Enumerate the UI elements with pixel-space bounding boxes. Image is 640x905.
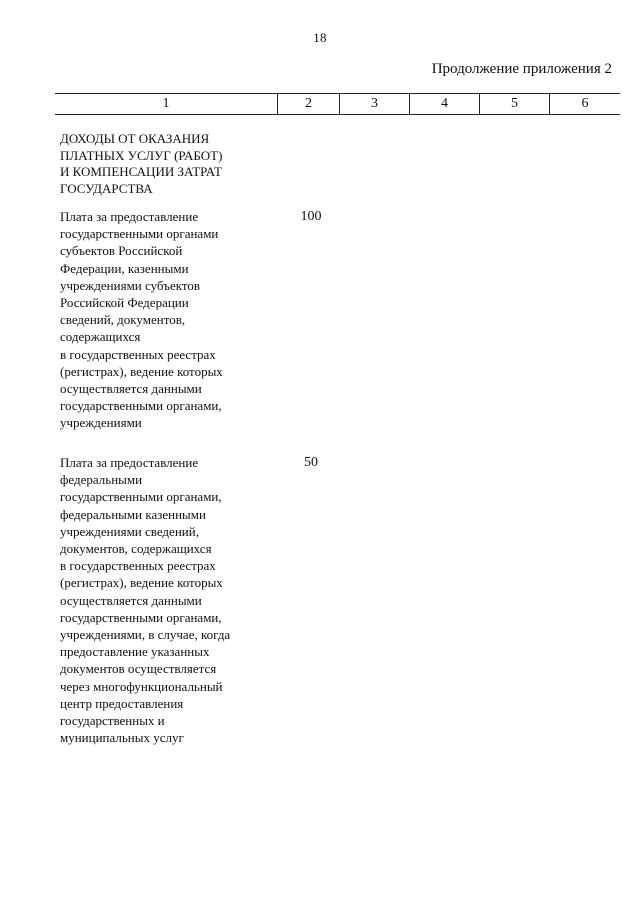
row-description: Плата за предоставление федеральными государственными органами, федеральными казенными учреждениями сведений, документов, содержащихся в государственных реестрах (регистрах), ведение которых осуществляется данными государственными органами, учреждениями, в случае, когда предоставление указанных документов осуществляется через многофункциональный центр предоставления государственных и муниципальных услуг — [60, 455, 231, 746]
table-header-col-4: 4 — [409, 94, 479, 114]
row-description: Плата за предоставление государственными органами субъектов Российской Федерации, казенными учреждениями субъектов Российской Федерации сведений, документов, содержащихся в государственных реестрах (регистрах), ведение которых осуществляется данными государственными органами, учреждениями — [60, 209, 223, 431]
table-header-col-6: 6 — [549, 94, 620, 114]
table-header-col-3: 3 — [339, 94, 409, 114]
page-number: 18 — [313, 30, 327, 45]
table-header-row — [55, 93, 620, 115]
row-value: 100 — [300, 209, 322, 224]
table-header-col-5: 5 — [479, 94, 549, 114]
table-header-col-2: 2 — [277, 94, 339, 114]
continuation-label: Продолжение приложения 2 — [431, 61, 612, 77]
section-title: ДОХОДЫ ОТ ОКАЗАНИЯ ПЛАТНЫХ УСЛУГ (РАБОТ) И КОМПЕНСАЦИИ ЗАТРАТ ГОСУДАРСТВА — [60, 131, 223, 196]
row-value: 50 — [304, 455, 318, 470]
table-header-col-1: 1 — [162, 96, 170, 111]
